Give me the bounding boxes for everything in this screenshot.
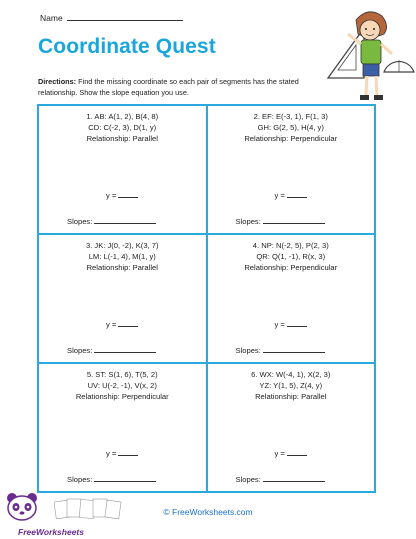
slopes-label: Slopes: bbox=[67, 346, 93, 356]
problem-cell bbox=[207, 363, 375, 491]
slopes-blank[interactable] bbox=[263, 216, 325, 224]
name-label: Name bbox=[40, 13, 63, 23]
page-title: Coordinate Quest bbox=[38, 35, 216, 58]
copyright-footer[interactable]: © FreeWorksheets.com bbox=[163, 507, 253, 517]
y-label: y = bbox=[274, 448, 285, 458]
y-answer bbox=[208, 190, 375, 200]
y-answer bbox=[208, 319, 375, 329]
problem-cell bbox=[207, 234, 375, 362]
slopes-label: Slopes: bbox=[67, 217, 93, 226]
problem-relationship: Relationship: Parallel bbox=[86, 263, 158, 273]
problem-cell bbox=[39, 106, 207, 234]
slopes-label: Slopes: bbox=[235, 217, 261, 226]
slopes-blank[interactable] bbox=[94, 474, 156, 482]
y-blank[interactable] bbox=[287, 319, 307, 327]
y-answer bbox=[208, 448, 375, 458]
y-label: y = bbox=[274, 191, 285, 200]
slopes-answer bbox=[236, 474, 325, 484]
slopes-answer bbox=[67, 345, 156, 355]
problem-relationship: Relationship: Perpendicular bbox=[244, 134, 338, 143]
directions-text: Find the missing coordinate so each pair of segments has the stated relationship. Show the slope equation you use. bbox=[38, 77, 299, 97]
problem-segment-2: CD: C(-2, 3), D(1, y) bbox=[88, 123, 157, 132]
slopes-label: Slopes: bbox=[67, 474, 93, 484]
y-label: y = bbox=[106, 191, 117, 200]
name-blank[interactable] bbox=[67, 12, 183, 21]
logo-wordmark: FreeWorksheets bbox=[18, 527, 84, 537]
y-blank[interactable] bbox=[287, 448, 307, 456]
problem-relationship: Relationship: Parallel bbox=[255, 391, 327, 401]
problem-cell bbox=[207, 106, 375, 234]
slopes-blank[interactable] bbox=[94, 345, 156, 353]
problem-text bbox=[39, 111, 206, 144]
slopes-blank[interactable] bbox=[263, 345, 325, 353]
problem-segment-2: YZ: Y(1, 5), Z(4, y) bbox=[259, 380, 323, 390]
problem-text bbox=[208, 111, 375, 144]
slopes-answer bbox=[67, 474, 156, 484]
student-illustration-icon bbox=[326, 0, 416, 105]
problem-segment-2: GH: G(2, 5), H(4, y) bbox=[257, 123, 324, 132]
problem-segment-2: LM: L(-1, 4), M(1, y) bbox=[88, 252, 156, 262]
problem-relationship: Relationship: Perpendicular bbox=[75, 391, 169, 401]
y-label: y = bbox=[106, 320, 117, 330]
problem-segment-1: 4. NP: N(-2, 5), P(2, 3) bbox=[252, 241, 329, 251]
y-answer bbox=[39, 190, 206, 200]
slopes-answer bbox=[67, 216, 156, 226]
problem-segment-2: QR: Q(1, -1), R(x, 3) bbox=[256, 252, 326, 262]
problem-cell bbox=[39, 363, 207, 491]
problem-segment-1: 5. ST: S(1, 6), T(5, 2) bbox=[86, 369, 158, 379]
y-label: y = bbox=[274, 320, 285, 330]
problem-segment-1: 6. WX: W(-4, 1), X(2, 3) bbox=[251, 369, 331, 379]
y-answer bbox=[39, 319, 206, 329]
slopes-answer bbox=[236, 216, 325, 226]
problem-segment-2: UV: U(-2, -1), V(x, 2) bbox=[87, 380, 157, 390]
directions bbox=[38, 76, 334, 98]
y-blank[interactable] bbox=[118, 448, 138, 456]
problem-relationship: Relationship: Perpendicular bbox=[244, 263, 338, 273]
problem-cell bbox=[39, 234, 207, 362]
problem-segment-1: 1. AB: A(1, 2), B(4, 8) bbox=[86, 112, 159, 121]
y-answer bbox=[39, 448, 206, 458]
slopes-label: Slopes: bbox=[235, 474, 261, 484]
problem-text bbox=[39, 240, 206, 273]
problem-segment-1: 3. JK: J(0, -2), K(3, 7) bbox=[85, 241, 159, 251]
slopes-label: Slopes: bbox=[235, 346, 261, 356]
directions-label: Directions: bbox=[38, 77, 77, 86]
y-blank[interactable] bbox=[287, 190, 307, 198]
problem-text bbox=[208, 240, 375, 273]
slopes-blank[interactable] bbox=[94, 216, 156, 224]
y-label: y = bbox=[106, 448, 117, 458]
problem-text bbox=[39, 369, 206, 402]
problem-text bbox=[208, 369, 375, 402]
problem-grid bbox=[37, 104, 376, 493]
slopes-answer bbox=[236, 345, 325, 355]
y-blank[interactable] bbox=[118, 319, 138, 327]
problem-segment-1: 2. EF: E(-3, 1), F(1, 3) bbox=[253, 112, 328, 121]
y-blank[interactable] bbox=[118, 190, 138, 198]
name-field bbox=[40, 12, 183, 23]
problem-relationship: Relationship: Parallel bbox=[86, 134, 158, 143]
slopes-blank[interactable] bbox=[263, 474, 325, 482]
